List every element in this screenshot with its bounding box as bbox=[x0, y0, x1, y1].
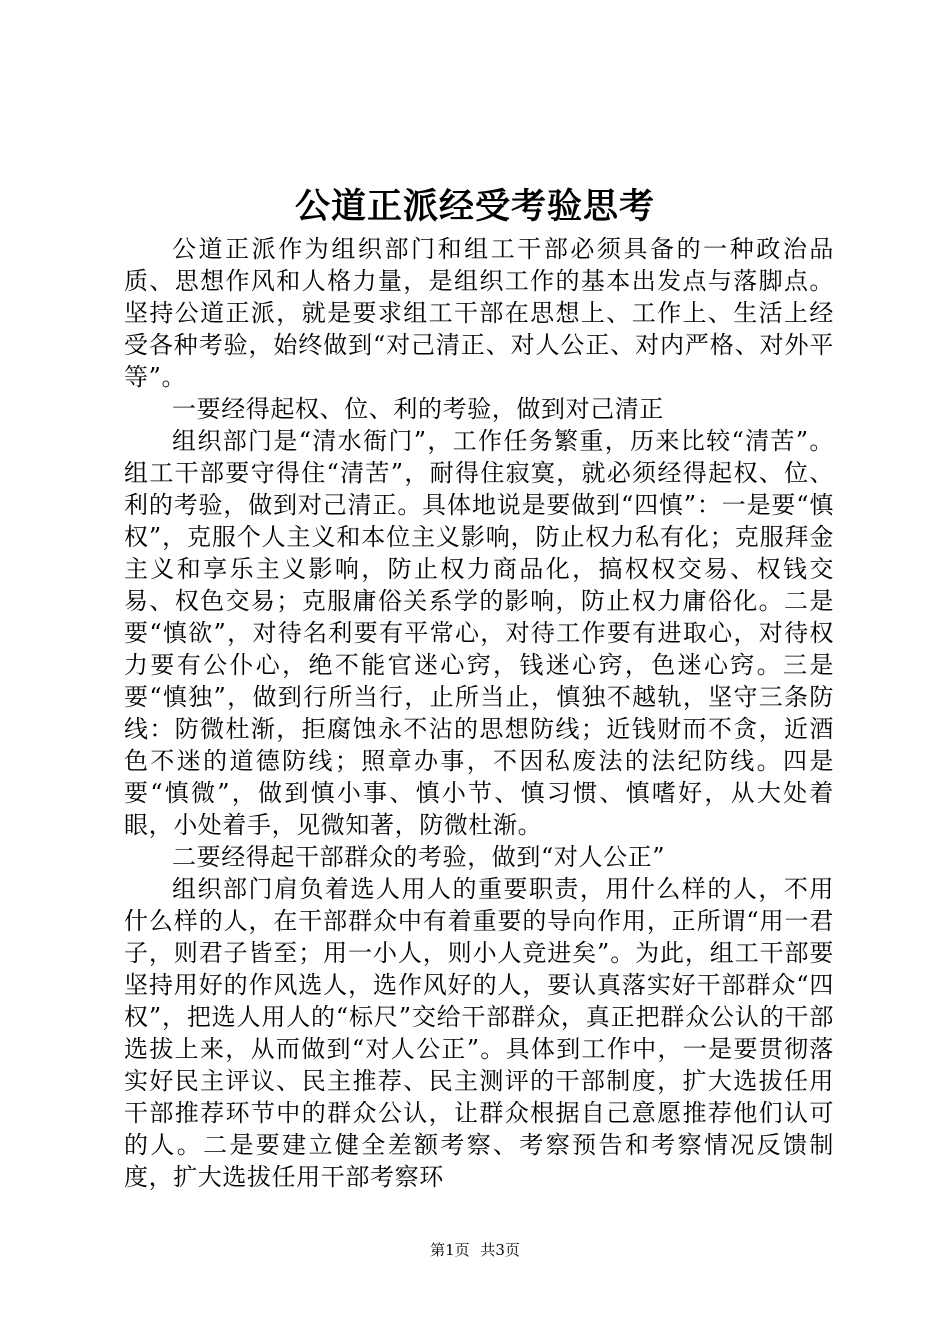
page-total: 共3页 bbox=[480, 1241, 520, 1259]
page-number: 第1页 bbox=[430, 1241, 470, 1259]
paragraph-intro: 公道正派作为组织部门和组工干部必须具备的一种政治品质、思想作风和人格力量，是组织工作的基本出发点与落脚点。坚持公道正派，就是要求组工干部在思想上、工作上、生活上经受各种考验，始终做到“对己清正、对人公正、对内严格、对外平等”。 bbox=[124, 235, 834, 391]
section-heading-1: 一要经得起权、位、利的考验，做到对己清正 bbox=[172, 395, 664, 423]
document-body bbox=[124, 233, 834, 1193]
paragraph-section-1: 组织部门是“清水衙门”，工作任务繁重，历来比较“清苦”。组工干部要守得住“清苦”，耐得住寂寞，就必须经得起权、位、利的考验，做到对己清正。具体地说是要做到“四慎”：一是要“慎权”，克服个人主义和本位主义影响，防止权力私有化；克服拜金主义和享乐主义影响，防止权力商品化，搞权权交易、权钱交易、权色交易；克服庸俗关系学的影响，防止权力庸俗化。二是要“慎欲”，对待名利要有平常心，对待工作要有进取心，对待权力要有公仆心，绝不能官迷心窍，钱迷心窍，色迷心窍。三是要“慎独”，做到行所当行，止所当止，慎独不越轨，坚守三条防线：防微杜渐，拒腐蚀永不沾的思想防线；近钱财而不贪，近酒色不迷的道德防线；照章办事，不因私废法的法纪防线。四是要“慎微”，做到慎小事、慎小节、慎习惯、慎嗜好，从大处着眼，小处着手，见微知著，防微杜渐。 bbox=[124, 427, 834, 839]
document-title: 公道正派经受考验思考 bbox=[294, 186, 655, 227]
section-heading-2: 二要经得起干部群众的考验，做到“对人公正” bbox=[172, 843, 666, 871]
paragraph-section-2: 组织部门肩负着选人用人的重要职责，用什么样的人，不用什么样的人，在干部群众中有着重要的导向作用，正所谓“用一君子，则君子皆至；用一小人，则小人竞进矣”。为此，组工干部要坚持用好的作风选人，选作风好的人，要认真落实好干部群众“四权”，把选人用人的“标尺”交给干部群众，真正把群众公认的干部选拔上来，从而做到“对人公正”。具体到工作中，一是要贯彻落实好民主评议、民主推荐、民主测评的干部制度，扩大选拔任用干部推荐环节中的群众公认，让群众根据自己意愿推荐他们认可的人。二是要建立健全差额考察、考察预告和考察情况反馈制度，扩大选拔任用干部考察环 bbox=[124, 875, 834, 1191]
page-footer bbox=[0, 1240, 950, 1260]
